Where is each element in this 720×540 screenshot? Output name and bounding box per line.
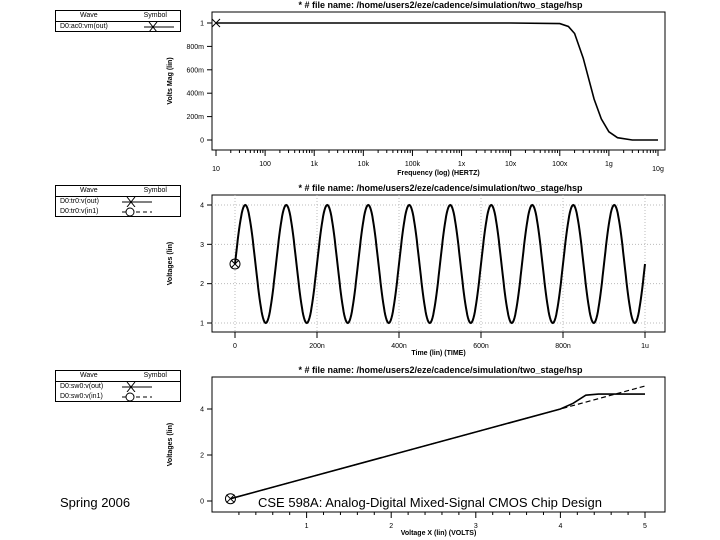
legend-symbol-header: Symbol — [143, 187, 167, 194]
series-line-v-out — [231, 394, 646, 499]
x-tick-label: 100x — [552, 161, 568, 168]
y-tick-label: 2 — [200, 281, 204, 289]
legend-item-label: D0:ac0:vm(out) — [60, 23, 108, 30]
y-axis-label: Voltages (lin) — [167, 241, 174, 286]
y-axis-label: Voltages (lin) — [167, 422, 174, 467]
y-tick-label: 400m — [186, 90, 204, 98]
y-tick-label: 4 — [200, 202, 204, 210]
x-axis-label: Time (lin) (TIME) — [411, 350, 466, 357]
x-tick-label: 1 — [304, 523, 309, 530]
x-tick-label: 800n — [555, 343, 571, 350]
x-tick-label: 0 — [233, 343, 237, 350]
legend-symbol-header: Symbol — [143, 372, 167, 379]
chart-title: * # file name: /home/users2/eze/cadence/simulation/two_stage/hsp — [298, 183, 583, 193]
x-tick-label: 10g — [652, 166, 664, 173]
x-tick-label: 400n — [391, 343, 407, 350]
x-tick-label: 1k — [310, 161, 318, 168]
x-axis-label: Frequency (log) (HERTZ) — [397, 170, 480, 177]
x-tick-label: 100k — [404, 161, 421, 168]
chart-title: * # file name: /home/users2/eze/cadence/simulation/two_stage/hsp — [298, 365, 583, 375]
legend-item-label: D0:tr0:v(out) — [60, 198, 99, 205]
x-tick-label: 100 — [259, 161, 271, 168]
legend-symbol-header: Symbol — [143, 12, 167, 19]
legend-item-label: D0:sw0:v(out) — [60, 383, 104, 390]
y-tick-label: 1 — [200, 320, 204, 328]
legend-wave-header: Wave — [80, 372, 98, 379]
x-tick-label: 2 — [389, 523, 394, 530]
y-tick-label: 0 — [200, 137, 204, 145]
series-line-v-out — [235, 205, 645, 323]
x-tick-label: 5 — [643, 523, 647, 530]
chart-title: * # file name: /home/users2/eze/cadence/simulation/two_stage/hsp — [298, 0, 583, 10]
x-tick-label: 10k — [357, 161, 369, 168]
legend-item-label: D0:sw0:v(in1) — [60, 393, 103, 400]
x-tick-label: 1g — [604, 161, 613, 168]
series-line-vm-out — [216, 23, 658, 140]
x-tick-label: 600n — [473, 343, 489, 350]
plot-frame — [212, 12, 665, 150]
y-tick-label: 1 — [200, 20, 204, 28]
y-tick-label: 4 — [200, 406, 204, 414]
plot-frame — [212, 377, 665, 512]
x-tick-label: 10 — [212, 166, 220, 173]
y-tick-label: 0 — [200, 498, 204, 506]
footer-date: Spring 2006 — [60, 495, 131, 510]
legend-wave-header: Wave — [80, 12, 98, 19]
x-tick-label: 4 — [558, 523, 563, 530]
x-tick-label: 1u — [641, 343, 649, 350]
footer-course: CSE 598A: Analog-Digital Mixed-Signal CMOS Chip Design — [258, 495, 602, 510]
x-tick-label: 3 — [473, 523, 478, 530]
legend-item-label: D0:tr0:v(in1) — [60, 208, 99, 215]
y-tick-label: 800m — [186, 43, 204, 51]
y-tick-label: 2 — [200, 452, 204, 460]
legend-wave-header: Wave — [80, 187, 98, 194]
y-tick-label: 200m — [186, 114, 204, 122]
x-tick-label: 10x — [505, 161, 517, 168]
y-tick-label: 3 — [200, 241, 204, 249]
y-tick-label: 600m — [186, 67, 204, 75]
y-axis-label: Volts Mag (lin) — [167, 57, 174, 105]
x-axis-label: Voltage X (lin) (VOLTS) — [400, 530, 477, 537]
x-tick-label: 200n — [309, 343, 325, 350]
x-tick-label: 1x — [457, 161, 466, 168]
